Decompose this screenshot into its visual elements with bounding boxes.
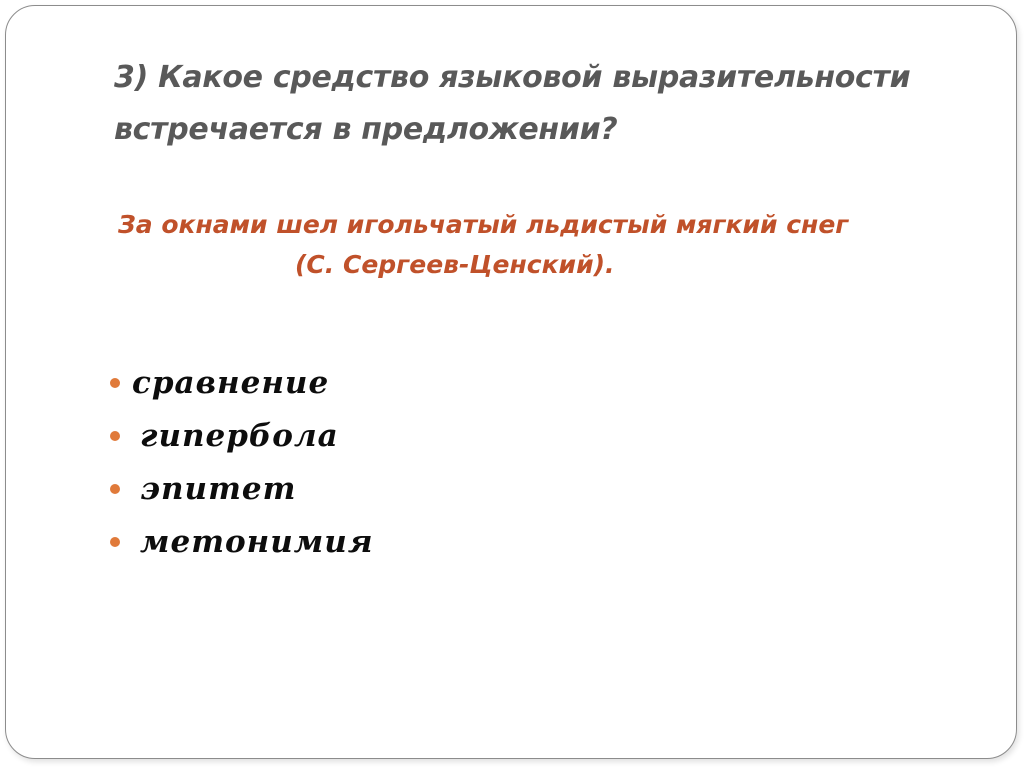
answer-options-list: [110, 356, 374, 568]
answer-option-label: сравнение: [132, 364, 330, 401]
question-title: [114, 52, 974, 156]
answer-option-1[interactable]: [110, 356, 374, 409]
answer-option-label: гипербола: [140, 417, 339, 454]
question-line-2: встречается в предложении?: [114, 112, 618, 147]
bullet-icon: [110, 378, 120, 388]
example-sentence: [118, 205, 978, 285]
answer-option-4[interactable]: [110, 515, 374, 568]
answer-option-label: метонимия: [140, 523, 374, 560]
answer-option-3[interactable]: [110, 462, 374, 515]
sentence-author: (С. Сергеев-Ценский).: [295, 250, 615, 279]
bullet-icon: [110, 537, 120, 547]
bullet-icon: [110, 484, 120, 494]
answer-option-label: эпитет: [140, 470, 297, 507]
answer-option-2[interactable]: [110, 409, 374, 462]
question-line-1: 3) Какое средство языковой выразительности: [114, 60, 911, 95]
bullet-icon: [110, 431, 120, 441]
sentence-text: За окнами шел игольчатый льдистый мягкий снег: [118, 210, 849, 239]
